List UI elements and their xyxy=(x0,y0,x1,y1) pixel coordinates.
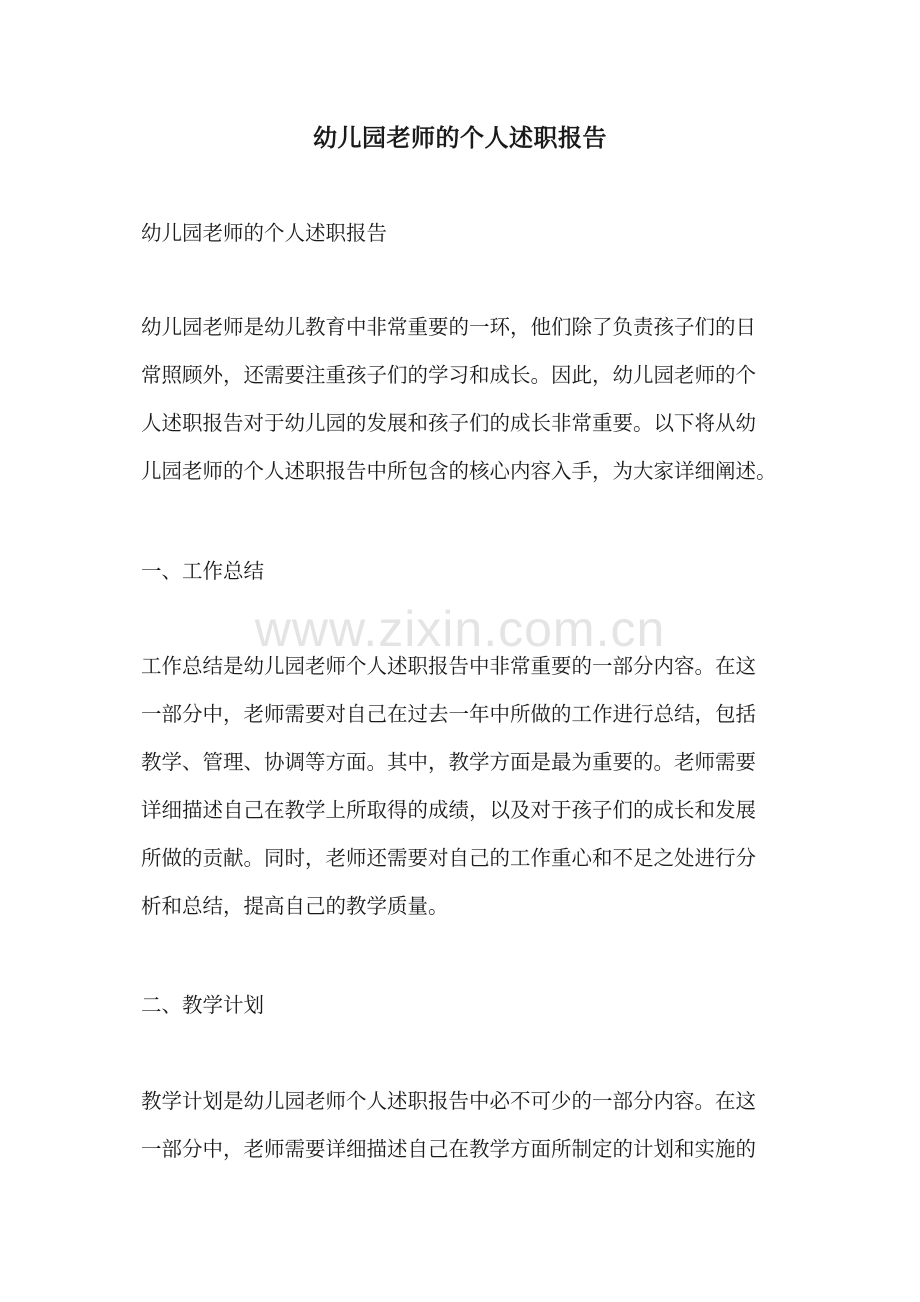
paragraph-line: 一部分中，老师需要对自己在过去一年中所做的工作进行总结，包括 xyxy=(141,702,756,726)
paragraph-line: 人述职报告对于幼儿园的发展和孩子们的成长非常重要。以下将从幼 xyxy=(141,411,756,435)
paragraph-line: 一部分中，老师需要详细描述自己在教学方面所制定的计划和实施的 xyxy=(141,1137,756,1161)
subtitle: 幼儿园老师的个人述职报告 xyxy=(141,221,387,245)
paragraph-line: 教学计划是幼儿园老师个人述职报告中必不可少的一部分内容。在这 xyxy=(141,1089,756,1113)
document-title: 幼儿园老师的个人述职报告 xyxy=(313,123,607,152)
paragraph-line: 幼儿园老师是幼儿教育中非常重要的一环，他们除了负责孩子们的日 xyxy=(141,315,756,339)
section-heading-work-summary: 一、工作总结 xyxy=(141,559,264,583)
paragraph-line: 儿园老师的个人述职报告中所包含的核心内容入手，为大家详细阐述。 xyxy=(141,459,777,483)
paragraph-line: 工作总结是幼儿园老师个人述职报告中非常重要的一部分内容。在这 xyxy=(141,654,756,678)
paragraph-line: 常照顾外，还需要注重孩子们的学习和成长。因此，幼儿园老师的个 xyxy=(141,363,756,387)
paragraph-line: 教学、管理、协调等方面。其中，教学方面是最为重要的。老师需要 xyxy=(141,750,756,774)
watermark: www.zixin.com.cn xyxy=(254,601,666,657)
section-heading-teaching-plan: 二、教学计划 xyxy=(141,993,264,1017)
paragraph-line: 所做的贡献。同时，老师还需要对自己的工作重心和不足之处进行分 xyxy=(141,846,756,870)
paragraph-line: 详细描述自己在教学上所取得的成绩，以及对于孩子们的成长和发展 xyxy=(141,798,756,822)
paragraph-line: 析和总结，提高自己的教学质量。 xyxy=(141,894,449,918)
